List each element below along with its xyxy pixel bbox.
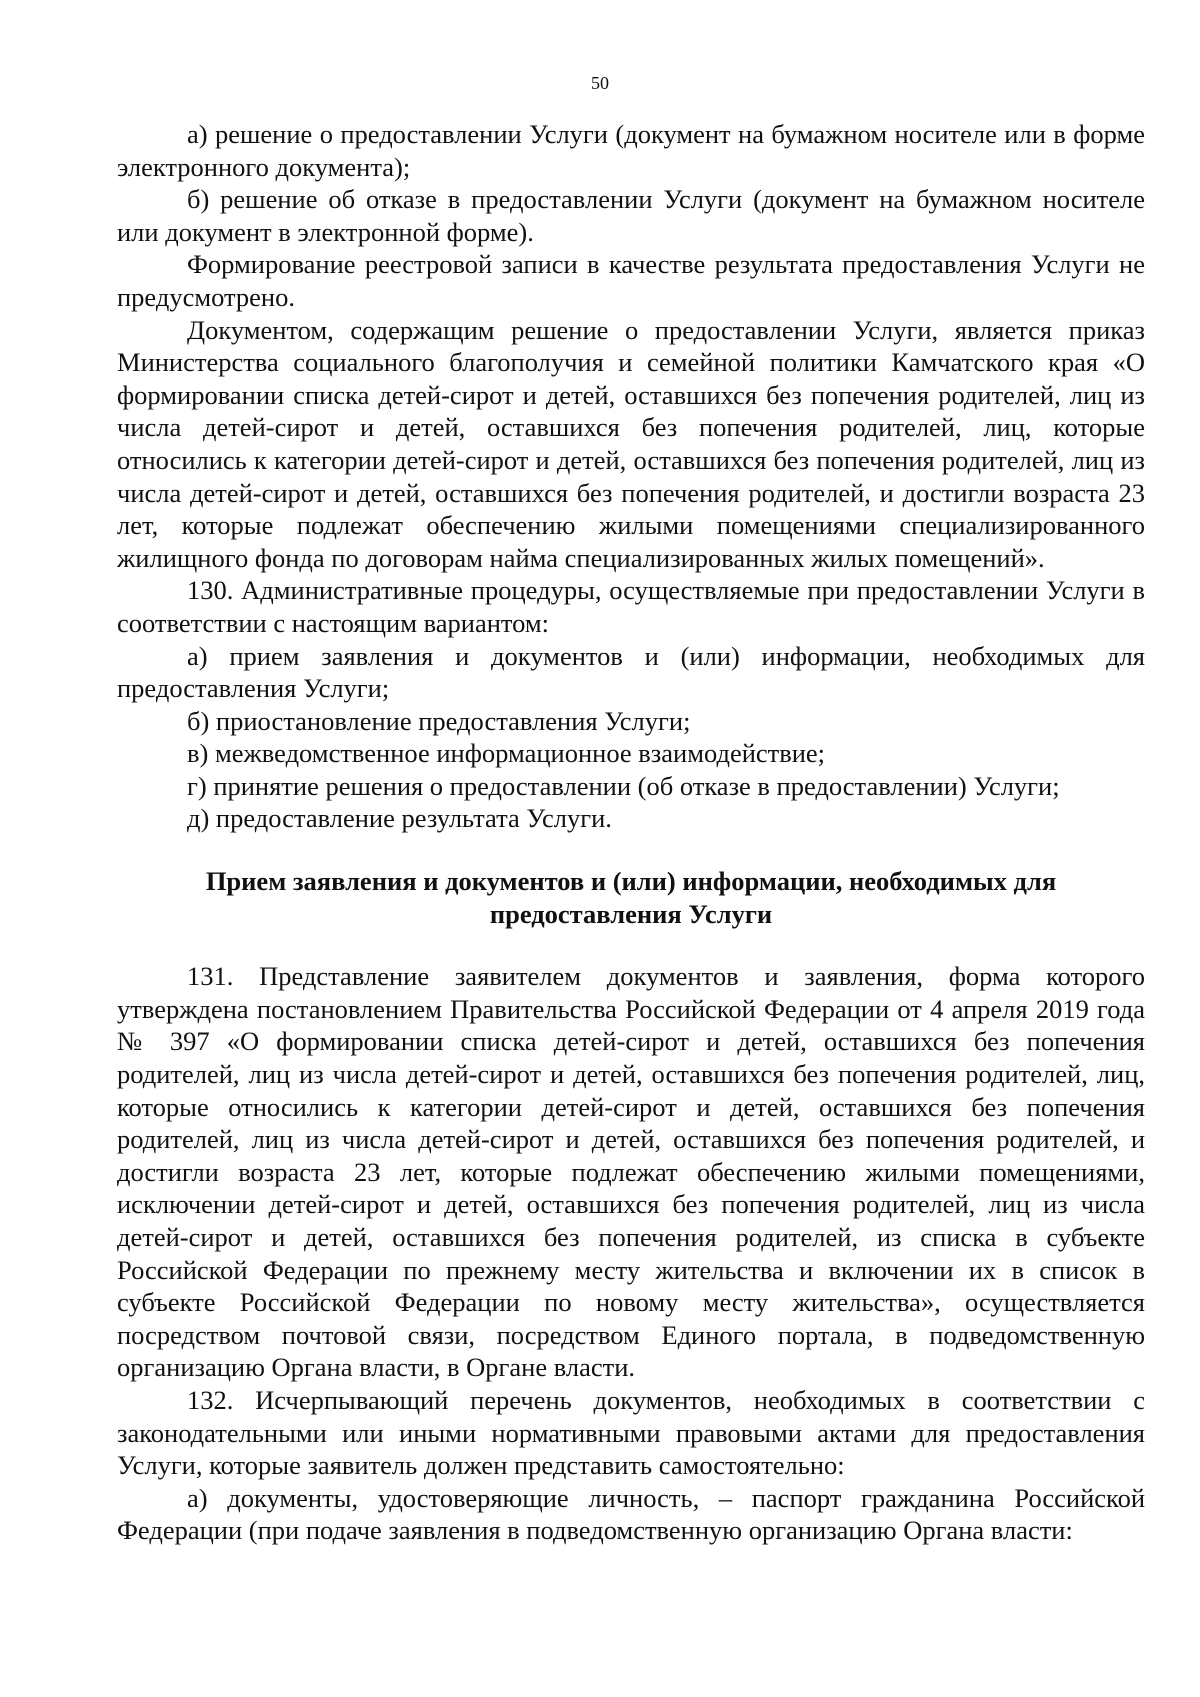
page-number: 50 (591, 73, 609, 93)
paragraph-130-a: а) прием заявления и документов и (или) информации, необходимых для предоставления Услуги; (117, 640, 1145, 704)
paragraph-131: 131. Представление заявителем документов и заявления, форма которого утверждена постановлением Правительства Российской Федерации от 4 апреля 2019 года № 397 «О формировании списка детей-сирот и детей, оставшихся без попечения родителей, лиц из числа детей-сирот и детей, оставшихся без попечения родителей, лиц, которые относились к категории детей-сирот и детей, оставшихся без попечения родителей, лиц из числа детей-сирот и детей, оставшихся без попечения родителей, и достигли возраста 23 лет, которые подлежат обеспечению жилыми помещениями, исключении детей-сирот и детей, оставшихся без попечения родителей, лиц из числа детей-сирот и детей, оставшихся без попечения родителей, из списка в субъекте Российской Федерации по прежнему месту жительства и включении их в список в субъекте Российской Федерации по новому месту жительства», осуществляется посредством почтовой связи, посредством Единого портала, в подведомственную организацию Органа власти, в Органе власти. (117, 961, 1145, 1383)
paragraph-130-b: б) приостановление предоставления Услуги; (187, 705, 691, 736)
section-heading: Прием заявления и документов и (или) информации, необходимых для предоставления Услуги (205, 866, 1057, 929)
paragraph-132-a: а) документы, удостоверяющие личность, – паспорт гражданина Российской Федерации (при подаче заявления в подведомственную организацию Органа власти: (117, 1482, 1145, 1546)
document-body (117, 118, 1145, 1547)
paragraph-130: 130. Административные процедуры, осуществляемые при предоставлении Услуги в соответствии с настоящим вариантом: (117, 575, 1145, 638)
paragraph-132: 132. Исчерпывающий перечень документов, необходимых в соответствии с законодательными или иными нормативными правовыми актами для предоставления Услуги, которые заявитель должен представить самостоятельно: (117, 1384, 1145, 1481)
paragraph-registry-record: Формирование реестровой записи в качестве результата предоставления Услуги не предусмотрено. (117, 249, 1145, 312)
paragraph-decision-document: Документом, содержащим решение о предоставлении Услуги, является приказ Министерства социального благополучия и семейной политики Камчатского края «О формировании списка детей-сирот и детей, оставшихся без попечения родителей, лиц из числа детей-сирот и детей, оставшихся без попечения родителей, лиц, которые относились к категории детей-сирот и детей, оставшихся без попечения родителей, лиц из числа детей-сирот и детей, оставшихся без попечения родителей, и достигли возраста 23 лет, которые подлежат обеспечению жилыми помещениями специализированного жилищного фонда по договорам найма специализированных жилых помещений». (117, 314, 1145, 573)
paragraph-result-decision: а) решение о предоставлении Услуги (документ на бумажном носителе или в форме электронного документа); (117, 119, 1145, 182)
paragraph-130-v: в) межведомственное информационное взаимодействие; (187, 738, 826, 769)
paragraph-130-g: г) принятие решения о предоставлении (об отказе в предоставлении) Услуги; (187, 770, 1060, 801)
paragraph-result-refusal: б) решение об отказе в предоставлении Услуги (документ на бумажном носителе или документ в электронной форме). (117, 184, 1145, 247)
paragraph-130-d: д) предоставление результата Услуги. (187, 803, 612, 834)
